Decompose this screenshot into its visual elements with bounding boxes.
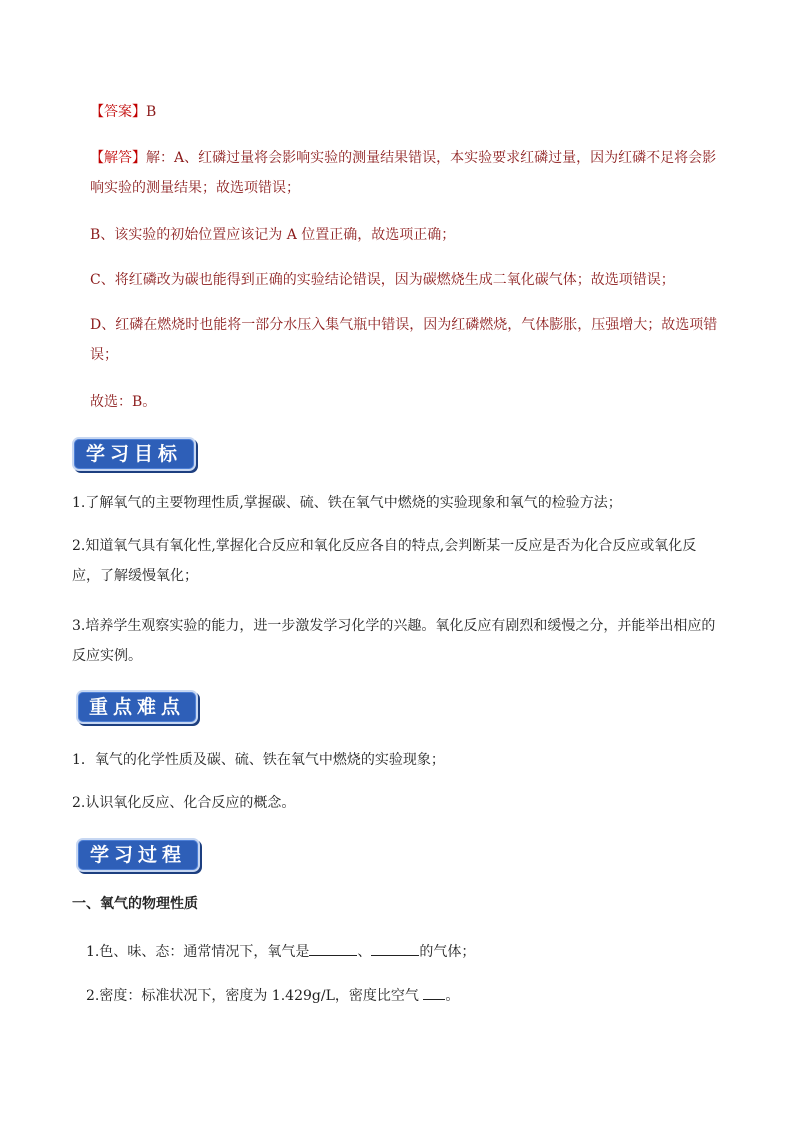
objective-item-3: 3.培养学生观察实验的能力，进一步激发学习化学的兴趣。氧化反应有剧烈和缓慢之分，并能举出相应的反应实例。 [72, 618, 716, 664]
analysis-option-b: B、该实验的初始位置应该记为 A 位置正确，故选项正确； [90, 227, 456, 243]
answer-value: B [146, 104, 157, 120]
analysis-intro [90, 143, 726, 203]
answer-tag: 【答案】 [90, 104, 146, 120]
key-point-item-2: 2.认识氧化反应、化合反应的概念。 [72, 795, 296, 811]
question-1-suffix: 的气体； [419, 944, 476, 960]
question-1-separator: 、 [357, 944, 372, 960]
answer-line [90, 102, 156, 122]
answer-blank-2[interactable] [371, 941, 419, 956]
answer-blank-3[interactable] [423, 985, 445, 1000]
question-2-suffix: 。 [445, 988, 460, 1004]
objective-item-2: 2.知道氧气具有氧化性,掌握化合反应和氧化反应各自的特点,会判断某一反应是否为化合反应或氧化反应，了解缓慢氧化； [72, 538, 697, 584]
question-2-prefix: 2.密度：标准状况下，密度为 1.429g/L，密度比空气 [86, 988, 424, 1004]
banner-objectives: 学习目标 [72, 437, 196, 471]
question-1-prefix: 1.色、味、态：通常情况下，氧气是 [86, 944, 310, 960]
banner-process: 学习过程 [76, 838, 200, 872]
analysis-intro-text: 解：A、红磷过量将会影响实验的测量结果错误，本实验要求红磷过量，因为红磷不足将会影响实验的测量结果；故选项错误； [90, 150, 717, 196]
analysis-option-d: D、红磷在燃烧时也能将一部分水压入集气瓶中错误，因为红磷燃烧，气体膨胀，压强增大；故选项错误； [90, 317, 718, 363]
section-heading-physical-properties: 一、氧气的物理性质 [72, 896, 198, 912]
banner-key-points: 重点难点 [76, 690, 198, 724]
question-2 [86, 985, 459, 1006]
analysis-conclusion: 故选：B。 [90, 394, 157, 410]
key-point-item-1: 1．氧气的化学性质及碳、硫、铁在氧气中燃烧的实验现象； [72, 752, 445, 768]
question-1 [86, 941, 475, 962]
objective-item-1: 1.了解氧气的主要物理性质,掌握碳、硫、铁在氧气中燃烧的实验现象和氧气的检验方法； [72, 495, 622, 511]
answer-blank-1[interactable] [309, 941, 357, 956]
analysis-tag: 【解答】 [90, 150, 146, 166]
analysis-option-c: C、将红磷改为碳也能得到正确的实验结论错误，因为碳燃烧生成二氧化碳气体；故选项错误； [90, 272, 675, 288]
